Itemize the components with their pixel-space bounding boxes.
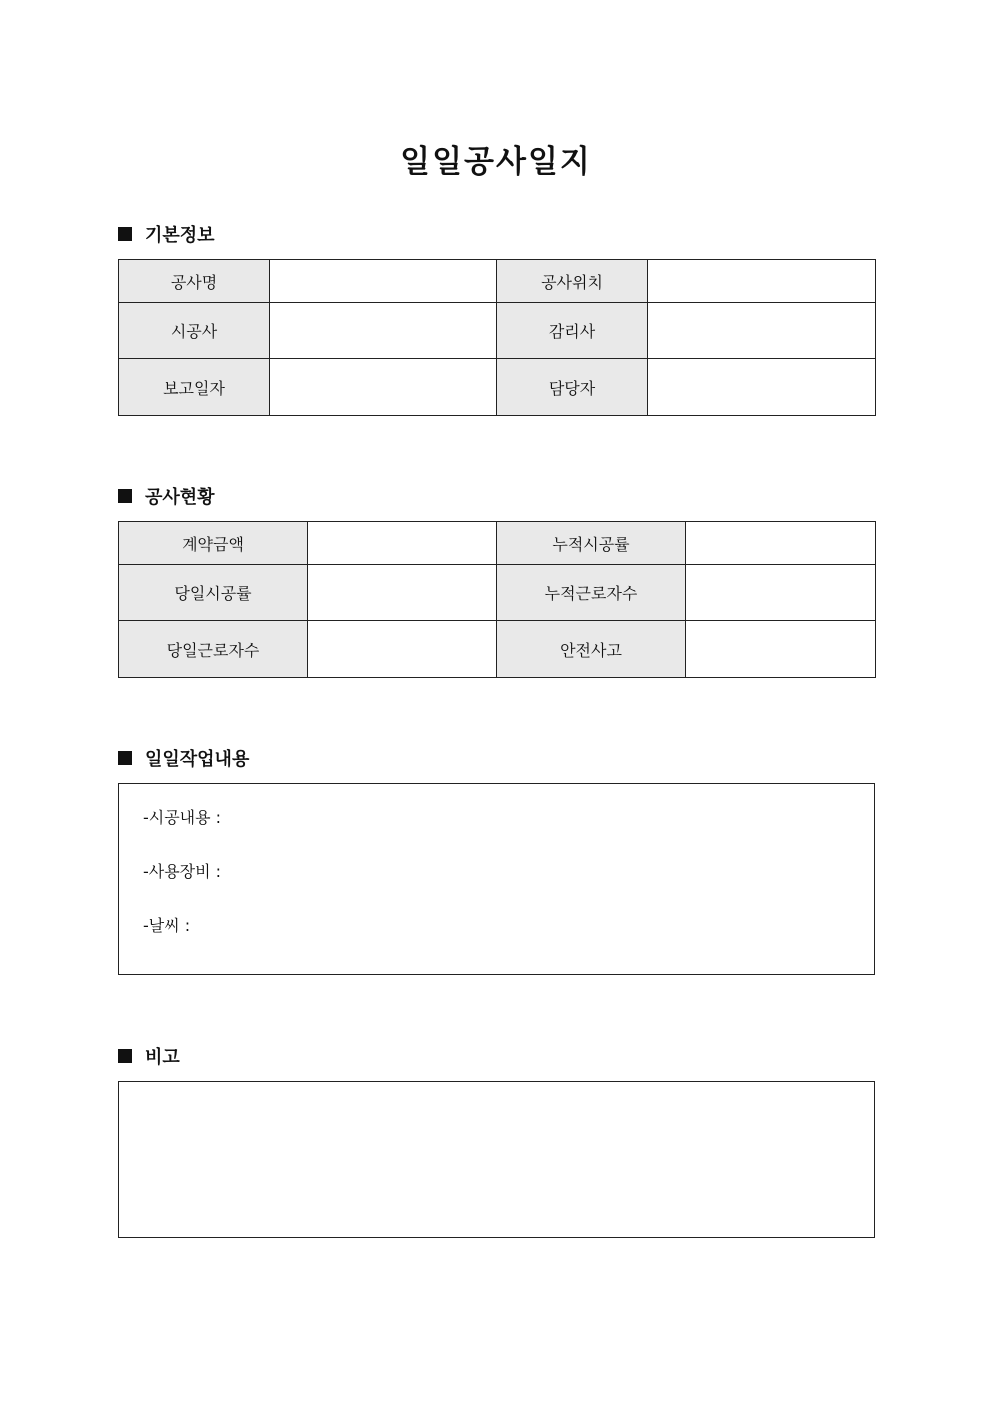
cumulative-progress-field[interactable] <box>686 522 876 565</box>
contract-amount-field[interactable] <box>308 522 497 565</box>
label-cumulative-progress: 누적시공률 <box>497 522 686 565</box>
table-row <box>119 260 876 303</box>
section-heading-label: 공사현황 <box>145 487 215 508</box>
label-report-date: 보고일자 <box>119 359 270 416</box>
label-project-location: 공사위치 <box>497 260 648 303</box>
square-bullet-icon <box>118 751 132 765</box>
label-person-in-charge: 담당자 <box>497 359 648 416</box>
basic-info-table <box>118 259 876 416</box>
section-heading-daily-work <box>118 746 249 770</box>
person-in-charge-field[interactable] <box>648 359 876 416</box>
construction-content-line: -시공내용 : <box>143 808 222 827</box>
daily-work-box[interactable] <box>118 783 875 975</box>
square-bullet-icon <box>118 227 132 241</box>
status-table <box>118 521 876 678</box>
contractor-field[interactable] <box>270 303 497 359</box>
label-project-name: 공사명 <box>119 260 270 303</box>
section-heading-basic-info <box>118 222 215 246</box>
label-safety-incidents: 안전사고 <box>497 621 686 678</box>
report-date-field[interactable] <box>270 359 497 416</box>
table-row <box>119 621 876 678</box>
remarks-box[interactable] <box>118 1081 875 1238</box>
section-heading-label: 기본정보 <box>145 225 215 246</box>
label-cumulative-workers: 누적근로자수 <box>497 565 686 621</box>
label-supervisor: 감리사 <box>497 303 648 359</box>
daily-workers-field[interactable] <box>308 621 497 678</box>
supervisor-field[interactable] <box>648 303 876 359</box>
table-row <box>119 303 876 359</box>
section-heading-label: 일일작업내용 <box>145 749 250 770</box>
weather-line: -날씨 : <box>143 916 191 935</box>
project-location-field[interactable] <box>648 260 876 303</box>
document-title: 일일공사일지 <box>400 144 592 180</box>
section-heading-status <box>118 484 215 508</box>
section-heading-remarks <box>118 1044 180 1068</box>
section-heading-label: 비고 <box>145 1047 180 1068</box>
label-contract-amount: 계약금액 <box>119 522 308 565</box>
label-daily-progress: 당일시공률 <box>119 565 308 621</box>
daily-progress-field[interactable] <box>308 565 497 621</box>
equipment-used-line: -사용장비 : <box>143 862 222 881</box>
safety-incidents-field[interactable] <box>686 621 876 678</box>
cumulative-workers-field[interactable] <box>686 565 876 621</box>
project-name-field[interactable] <box>270 260 497 303</box>
table-row <box>119 522 876 565</box>
table-row <box>119 359 876 416</box>
square-bullet-icon <box>118 1049 132 1063</box>
square-bullet-icon <box>118 489 132 503</box>
table-row <box>119 565 876 621</box>
label-daily-workers: 당일근로자수 <box>119 621 308 678</box>
label-contractor: 시공사 <box>119 303 270 359</box>
